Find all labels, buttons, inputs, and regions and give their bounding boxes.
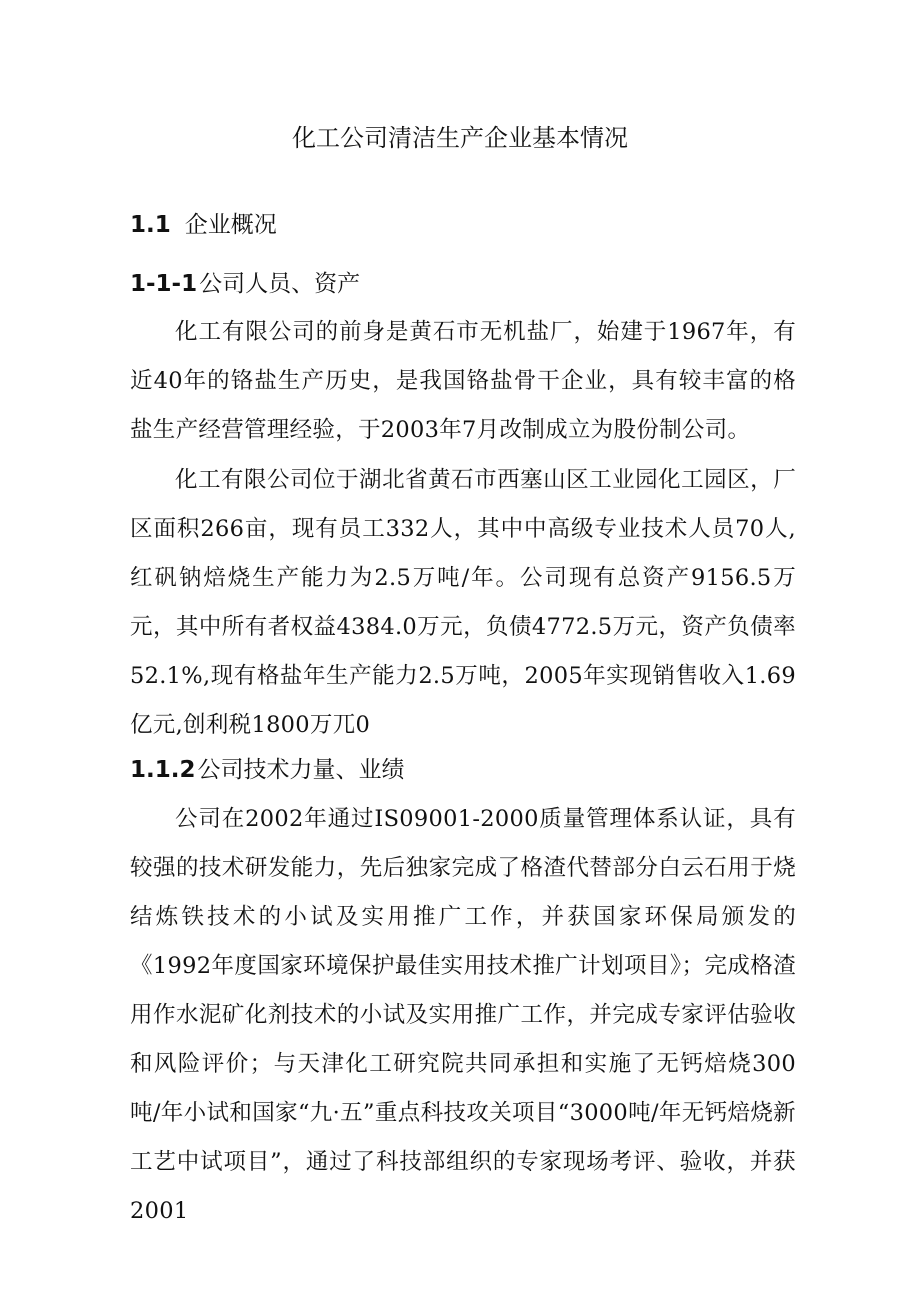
section-heading-1-1-1 [130, 266, 360, 302]
paragraph-company-history: 化工有限公司的前身是黄石市无机盐厂，始建于1967年，有近40年的铬盐生产历史，是我国铬盐骨干企业，具有较丰富的格盐生产经营管理经验，于2003年7月改制成立为股份制公司。 [130, 319, 796, 443]
paragraph-company-assets: 化工有限公司位于湖北省黄石市西塞山区工业园化工园区，厂区面积266亩，现有员工332人，其中中高级专业技术人员70人,红矾钠焙烧生产能力为2.5万吨/年。公司现有总资产9156.5万元，其中所有者权益4384.0万元，负债4772.5万元，资产负债率52.1%,现有格盐年生产能力2.5万吨，2005年实现销售收入1.69亿元,创利税1800万兀0 [130, 467, 796, 738]
section-number: 1.1 [130, 212, 171, 238]
section-title: 企业概况 [184, 212, 277, 238]
paragraph-technical-achievements: 公司在2002年通过IS09001-2000质量管理体系认证，具有较强的技术研发能力，先后独家完成了格渣代替部分白云石用于烧结炼铁技术的小试及实用推广工作，并获国家环保局颁发的《1992年度国家环境保护最佳实用技术推广计划项目》；完成格渣用作水泥矿化剂技术的小试及实用推广工作，并完成专家评估验收和风险评价；与天津化工研究院共同承担和实施了无钙焙烧300吨/年小试和国家“九·五”重点科技攻关项目“3000吨/年无钙焙烧新工艺中试项目”，通过了科技部组织的专家现场考评、验收，并获2001 [130, 806, 796, 1224]
section-heading-1-1-2 [130, 752, 405, 788]
section-number: 1-1-1 [130, 271, 198, 297]
section-number: 1.1.2 [130, 757, 196, 783]
section-heading-1-1 [130, 207, 277, 243]
section-title: 公司人员、资产 [199, 271, 361, 297]
document-title: 化工公司清洁生产企业基本情况 [292, 124, 628, 152]
section-title: 公司技术力量、业绩 [197, 757, 405, 783]
